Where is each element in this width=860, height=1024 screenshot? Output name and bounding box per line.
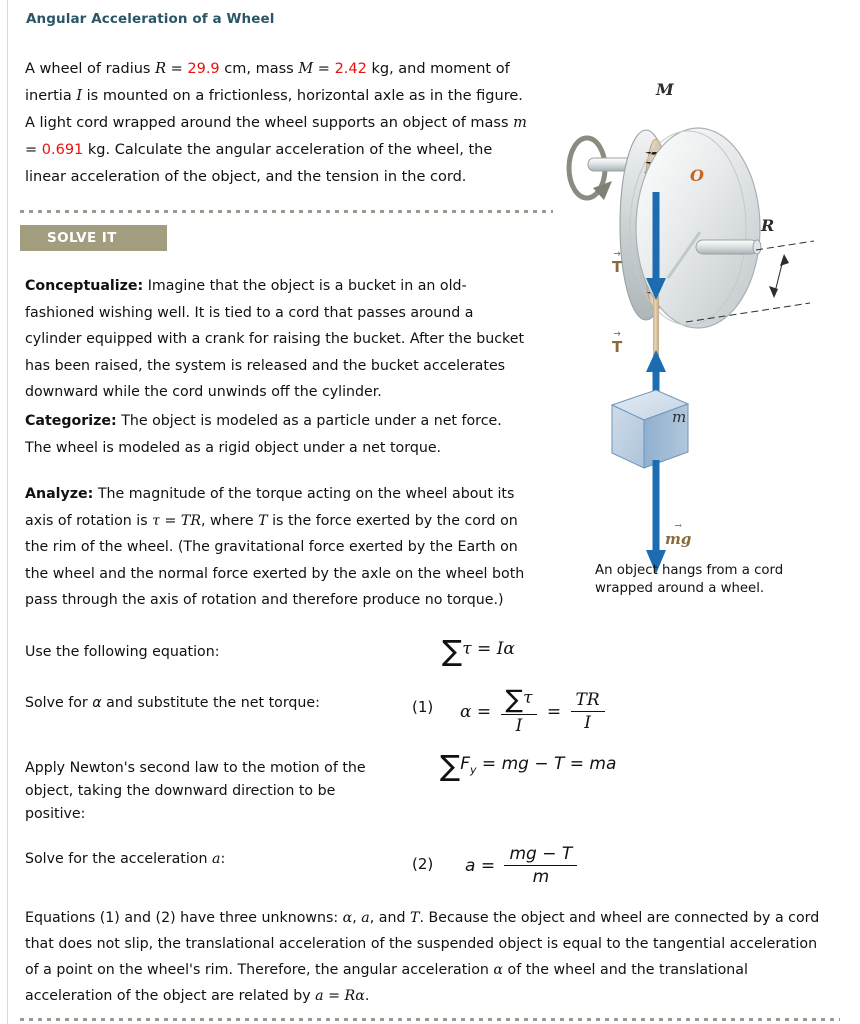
solve-alpha-symbol: α — [92, 695, 102, 711]
analyze-lead: Analyze: — [25, 486, 94, 502]
conceptualize-lead: Conceptualize: — [25, 278, 144, 294]
conceptualize-body: Imagine that the object is a bucket in an old-fashioned wishing well. It is tied to a cord that passes around a cylinder equipped with a crank for raising the bucket. After the bucket has been raised, the system is released and the bucket accelerates downward while the cord unwinds off the cylinder. — [25, 278, 525, 400]
dotted-divider-bottom — [20, 1018, 840, 1021]
eq2-numerator-1 — [501, 687, 538, 715]
figure-label-m: m — [672, 408, 687, 426]
dotted-divider-top — [20, 210, 553, 213]
eq4-numerator: mg − T — [504, 844, 577, 866]
wheel-figure — [560, 60, 860, 600]
equation-2-expression — [460, 685, 609, 737]
equation-label-3: Apply Newton's second law to the motion of the object, taking the downward direction to be positive: — [25, 760, 366, 822]
value-mass-M: 2.42 — [334, 61, 367, 77]
figure-label-M: M — [656, 80, 674, 99]
categorize-lead: Categorize: — [25, 413, 117, 429]
closing-paragraph: Equations (1) and (2) have three unknowns: α, a, and T. Because the object and wheel are connected by a cord that does not slip, the translational acceleration of the suspended object is equal to the tangential acceleration of a point on the wheel's rim. Therefore, the angular acceleration α of the wheel and the translational acceleration of the object are related by a = Rα. — [25, 910, 820, 1004]
figure-label-O: O — [690, 166, 704, 185]
symbol-I: I — [76, 88, 83, 104]
analyze-tau-equation: τ = TR — [152, 512, 202, 529]
eq1-tau: τ — [462, 639, 472, 659]
equation-label-2 — [25, 692, 370, 715]
solve-alpha-pre: Solve for — [25, 695, 93, 711]
eq3-F: F — [460, 754, 470, 774]
equation-1-expression — [442, 634, 515, 669]
eq2-denominator-1: I — [515, 716, 523, 736]
eq4-denominator: m — [532, 867, 550, 887]
eq4-equals: = — [480, 856, 496, 876]
figure-label-R: R — [761, 216, 775, 235]
sigma-icon: ∑ — [442, 634, 463, 669]
eq3-subscript-y: y — [470, 763, 477, 777]
solve-it-banner: SOLVE IT — [20, 225, 167, 251]
figure-label-tension-upper: T → — [612, 258, 622, 276]
value-mass-m: 0.691 — [41, 142, 84, 158]
eq2-fraction-2 — [571, 690, 605, 733]
eq3-rest: = mg − T = ma — [481, 754, 617, 774]
hanging-cord-upper — [653, 295, 659, 355]
figure-label-weight: mg → — [665, 530, 691, 548]
symbol-R: R — [155, 61, 166, 77]
eq4-fraction — [504, 844, 577, 887]
section-categorize — [25, 408, 530, 461]
page-title: Angular Acceleration of a Wheel — [26, 11, 275, 27]
solve-a-post: : — [220, 851, 226, 867]
sigma-icon: ∑ — [505, 685, 524, 715]
equation-2-number: (1) — [412, 698, 434, 716]
figure-label-tension-lower: T → — [612, 338, 622, 356]
solve-alpha-post: and substitute the net torque: — [101, 695, 320, 711]
section-conceptualize — [25, 273, 530, 406]
equation-label-4 — [25, 848, 370, 871]
eq2-denominator-2: I — [584, 713, 591, 733]
equation-label-1: Use the following equation: — [25, 644, 220, 660]
eq2-tau: τ — [523, 688, 533, 708]
symbol-m: m — [513, 115, 527, 131]
equation-4-expression — [465, 845, 581, 888]
figure-caption: An object hangs from a cord wrapped around a wheel. — [595, 563, 784, 596]
analyze-body-1: The magnitude of the torque acting on the wheel about its axis of rotation is — [25, 486, 515, 529]
eq1-rhs: Iα — [496, 639, 515, 659]
wheel-diagram-svg — [560, 60, 860, 600]
solve-a-symbol: a — [211, 851, 221, 867]
value-radius: 29.9 — [187, 61, 220, 77]
eq2-equals-1: = — [476, 702, 492, 722]
eq2-numerator-2: TR — [571, 690, 605, 712]
analyze-body-2: , where — [201, 512, 259, 529]
sigma-icon: ∑ — [440, 749, 461, 784]
equation-3-expression — [440, 749, 617, 784]
axle-right — [696, 240, 761, 254]
hanging-block — [612, 390, 688, 468]
weight-arrow-mg — [646, 460, 666, 574]
categorize-body: The object is modeled as a particle under a net force. The wheel is modeled as a rigid object under a net torque. — [25, 413, 502, 456]
analyze-body-3: is the force exerted by the cord on the rim of the wheel. (The gravitational force exerted by the Earth on the wheel and the normal force exerted by the axle on the wheel both pass through the axis of rotation and therefore produce no torque.) — [25, 512, 525, 608]
symbol-M: M — [298, 61, 314, 77]
eq2-fraction-1 — [501, 687, 538, 736]
radius-arrow-top — [780, 254, 789, 266]
section-analyze — [25, 481, 530, 614]
problem-statement: A wheel of radius R = 29.9 cm, mass M = 2.42 kg, and moment of inertia I is mounted on a frictionless, horizontal axle as in the figure. A light cord wrapped around the wheel supports an object of mass m = 0.691 kg. Calculate the angular acceleration of the wheel, the linear acceleration of the object, and the tension in the cord. — [25, 61, 527, 185]
eq2-alpha: α — [460, 702, 472, 722]
solve-a-pre: Solve for the acceleration — [25, 851, 212, 867]
eq4-a: a — [465, 856, 476, 876]
left-border-rule — [7, 0, 8, 1024]
eq2-equals-2: = — [546, 702, 562, 722]
eq1-equals: = — [477, 639, 492, 659]
analyze-symbol-T: T — [258, 512, 268, 529]
radius-arrow-bottom — [769, 286, 778, 298]
equation-4-number: (2) — [412, 855, 434, 873]
